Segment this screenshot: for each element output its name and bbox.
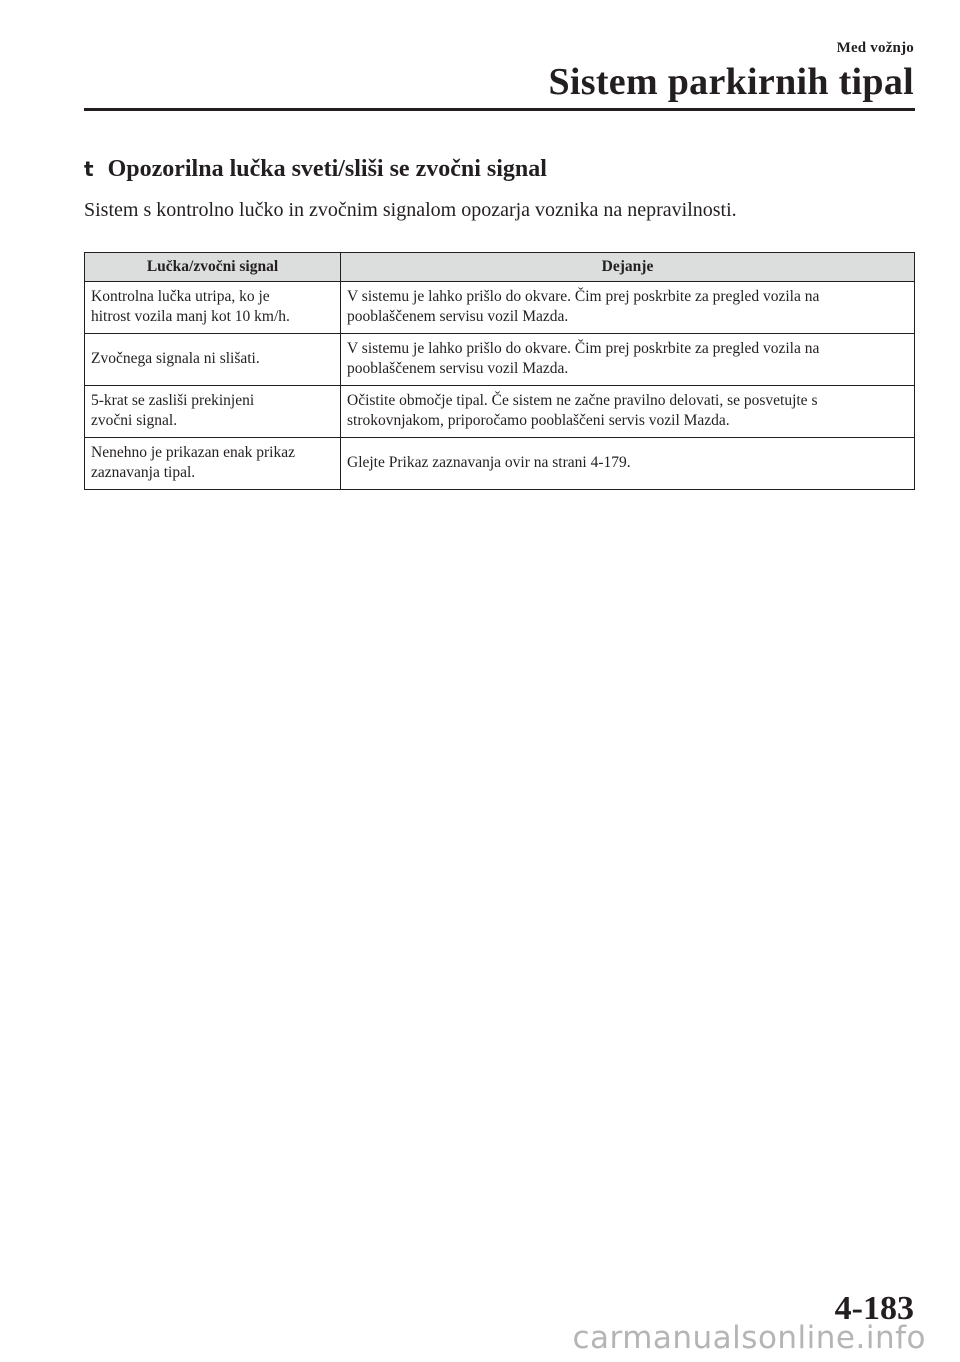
cell-line: V sistemu je lahko prišlo do okvare. Čim prej poskrbite za pregled vozila na: [347, 340, 820, 357]
cell-line: Kontrolna lučka utripa, ko je: [91, 288, 270, 305]
watermark: carmanualsonline.info: [572, 1320, 926, 1356]
cell-line: pooblaščenem servisu vozil Mazda.: [347, 308, 569, 325]
table-row: [85, 282, 915, 334]
cell-line: zvočni signal.: [91, 412, 178, 429]
table-row: [85, 386, 915, 438]
cell-line: zaznavanja tipal.: [91, 464, 196, 481]
cell-line: 5-krat se zasliši prekinjeni: [91, 392, 255, 409]
section-heading-text: Opozorilna lučka sveti/sliši se zvočni signal: [107, 156, 547, 182]
signal-cell: [85, 334, 341, 386]
intro-paragraph: Sistem s kontrolno lučko in zvočnim signalom opozarja voznika na nepravilnosti.: [84, 199, 737, 221]
cell-line: hitrost vozila manj kot 10 km/h.: [91, 308, 290, 325]
signal-action-table: [84, 252, 915, 490]
cell-line: Glejte Prikaz zaznavanja ovir na strani 4-179.: [347, 454, 631, 471]
column-header-action: Dejanje: [341, 253, 915, 282]
table-header-row: [85, 253, 915, 282]
cell-line: pooblaščenem servisu vozil Mazda.: [347, 360, 569, 377]
cell-line: strokovnjakom, priporočamo pooblaščeni servis vozil Mazda.: [347, 412, 730, 429]
action-cell: [341, 282, 915, 334]
action-cell: [341, 334, 915, 386]
cell-line: Nenehno je prikazan enak prikaz: [91, 444, 295, 461]
action-cell: [341, 438, 915, 490]
action-cell: [341, 386, 915, 438]
page-title: Sistem parkirnih tipal: [548, 61, 914, 103]
column-header-signal: Lučka/zvočni signal: [85, 253, 341, 282]
page-number: 4-183: [834, 1290, 914, 1327]
section-bullet-icon: t: [84, 157, 94, 181]
title-divider: [84, 108, 915, 111]
cell-line: V sistemu je lahko prišlo do okvare. Čim prej poskrbite za pregled vozila na: [347, 288, 820, 305]
chapter-label: Med vožnjo: [836, 40, 914, 56]
signal-cell: [85, 438, 341, 490]
signal-cell: [85, 282, 341, 334]
cell-line: Zvočnega signala ni slišati.: [91, 350, 260, 367]
cell-line: Očistite območje tipal. Če sistem ne začne pravilno delovati, se posvetujte s: [347, 392, 818, 409]
section-heading: [84, 156, 547, 183]
table-row: [85, 334, 915, 386]
signal-cell: [85, 386, 341, 438]
table-row: [85, 438, 915, 490]
